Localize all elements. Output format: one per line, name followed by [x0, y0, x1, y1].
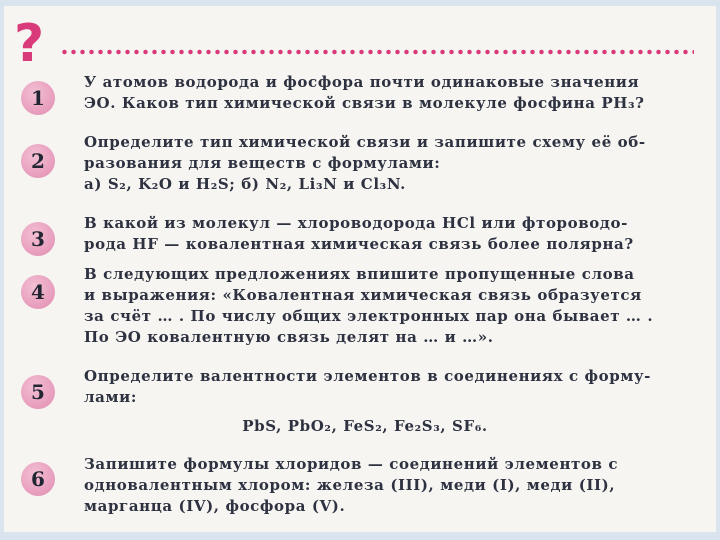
question-6-number-badge: 6: [21, 462, 55, 496]
question-5-text: [84, 366, 706, 437]
question-mark-icon: ?: [14, 14, 45, 74]
question-6-line-3: марганца (IV), фосфора (V).: [84, 497, 346, 515]
question-6-text: [84, 454, 706, 517]
dotted-divider: [60, 49, 694, 55]
question-3-number-badge: 3: [21, 222, 55, 256]
question-2-number-badge: 2: [21, 144, 55, 178]
question-4-line-4: По ЭО ковалентную связь делят на … и …».: [84, 328, 494, 346]
question-6-line-1: Запишите формулы хлоридов — соединений элементов с: [84, 455, 619, 473]
question-4-line-2: и выражения: «Ковалентная химическая связь образуется: [84, 286, 642, 304]
question-6-line-2: одновалентным хлором: железа (III), меди (I), меди (II),: [84, 476, 616, 494]
question-4-line-1: В следующих предложениях впишите пропущенные слова: [84, 265, 635, 283]
question-2-line-1: Определите тип химической связи и запишите схему её об-: [84, 133, 646, 151]
question-4-number-badge: 4: [21, 275, 55, 309]
question-2-line-3: а) S₂, K₂O и H₂S; б) N₂, Li₃N и Cl₃N.: [84, 175, 406, 193]
question-3-line-2: рода HF — ковалентная химическая связь более полярна?: [84, 235, 634, 253]
question-5-line-2: лами:: [84, 388, 137, 406]
question-3-text: [84, 213, 706, 255]
document-sheet: [4, 6, 716, 532]
question-4-line-3: за счёт … . По числу общих электронных пар она бывает … .: [84, 307, 654, 325]
question-2-text: [84, 132, 706, 195]
question-5-line-1: Определите валентности элементов в соединениях с форму-: [84, 367, 651, 385]
question-5-formula: PbS, PbO₂, FeS₂, Fe₂S₃, SF₆.: [242, 417, 488, 435]
question-1-text: [84, 72, 706, 114]
question-3-line-1: В какой из молекул — хлороводорода HCl или фтороводо-: [84, 214, 628, 232]
question-2-line-2: разования для веществ с формулами:: [84, 154, 441, 172]
question-1-line-1: У атомов водорода и фосфора почти одинаковые значения: [84, 73, 640, 91]
question-5-number-badge: 5: [21, 375, 55, 409]
question-4-text: [84, 264, 706, 348]
question-1-number-badge: 1: [21, 81, 55, 115]
question-1-line-2: ЭО. Каков тип химической связи в молекуле фосфина PH₃?: [84, 94, 645, 112]
